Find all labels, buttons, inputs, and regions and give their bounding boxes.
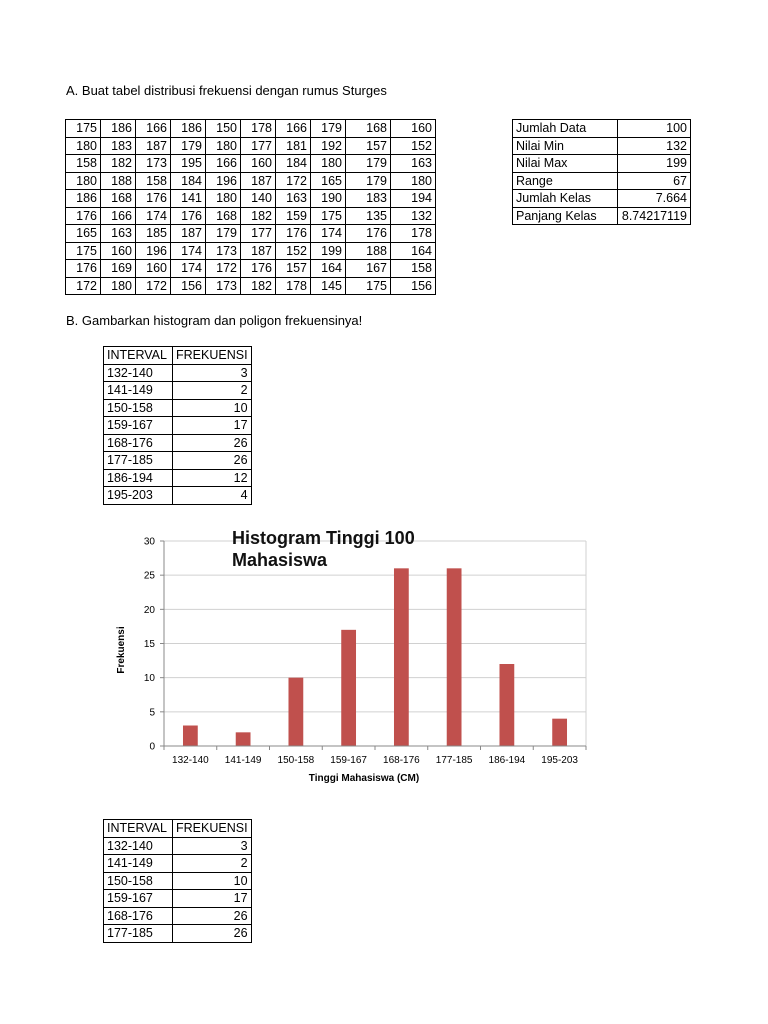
- raw-data-cell: 176: [241, 260, 276, 278]
- table-row: [513, 120, 691, 138]
- interval-cell: 177-185: [104, 925, 173, 943]
- raw-data-cell: 178: [391, 225, 436, 243]
- raw-data-cell: 179: [346, 172, 391, 190]
- raw-data-cell: 132: [391, 207, 436, 225]
- chart-axes: [144, 537, 586, 767]
- y-tick-label: 30: [143, 536, 155, 548]
- raw-data-cell: 158: [391, 260, 436, 278]
- raw-data-cell: 183: [101, 137, 136, 155]
- summary-label: Nilai Max: [513, 155, 618, 173]
- summary-value: 67: [618, 172, 691, 190]
- table-row: [66, 207, 436, 225]
- raw-data-cell: 160: [101, 242, 136, 260]
- table-header-row: [104, 820, 252, 838]
- interval-cell: 159-167: [104, 890, 173, 908]
- raw-data-cell: 158: [136, 172, 171, 190]
- raw-data-cell: 135: [346, 207, 391, 225]
- raw-data-cell: 156: [171, 277, 206, 295]
- table-row: [66, 172, 436, 190]
- raw-data-cell: 176: [66, 260, 101, 278]
- raw-data-cell: 174: [136, 207, 171, 225]
- table-row: [104, 399, 252, 417]
- column-header: INTERVAL: [104, 347, 173, 365]
- raw-data-cell: 159: [276, 207, 311, 225]
- raw-data-cell: 179: [206, 225, 241, 243]
- frequency-cell: 26: [173, 907, 252, 925]
- raw-data-cell: 173: [136, 155, 171, 173]
- frequency-cell: 26: [173, 452, 252, 470]
- raw-data-cell: 196: [206, 172, 241, 190]
- raw-data-cell: 176: [346, 225, 391, 243]
- raw-data-cell: 187: [241, 172, 276, 190]
- interval-cell: 159-167: [104, 417, 173, 435]
- interval-cell: 168-176: [104, 907, 173, 925]
- raw-data-cell: 165: [66, 225, 101, 243]
- interval-cell: 141-149: [104, 382, 173, 400]
- raw-data-cell: 172: [66, 277, 101, 295]
- histogram-bar: [447, 568, 462, 746]
- raw-data-cell: 181: [276, 137, 311, 155]
- raw-data-cell: 172: [136, 277, 171, 295]
- raw-data-cell: 166: [206, 155, 241, 173]
- table-row: [104, 872, 252, 890]
- y-tick-label: 20: [143, 604, 155, 616]
- frequency-cell: 4: [173, 487, 252, 505]
- table-row: [513, 155, 691, 173]
- frequency-cell: 17: [173, 417, 252, 435]
- raw-data-cell: 179: [346, 155, 391, 173]
- chart-bars: [183, 568, 567, 746]
- interval-cell: 141-149: [104, 855, 173, 873]
- table-row: [66, 120, 436, 138]
- frequency-cell: 10: [173, 399, 252, 417]
- raw-data-cell: 180: [391, 172, 436, 190]
- interval-cell: 150-158: [104, 399, 173, 417]
- raw-data-cell: 175: [311, 207, 346, 225]
- raw-data-cell: 177: [241, 225, 276, 243]
- x-tick-label: 168-176: [383, 755, 420, 766]
- frequency-cell: 3: [173, 837, 252, 855]
- raw-data-table: [65, 119, 436, 295]
- summary-value: 132: [618, 137, 691, 155]
- chart-title-line-2: Mahasiswa: [232, 550, 328, 570]
- raw-data-cell: 164: [391, 242, 436, 260]
- raw-data-cell: 141: [171, 190, 206, 208]
- table-header-row: [104, 347, 252, 365]
- raw-data-cell: 158: [66, 155, 101, 173]
- y-axis-label: Frekuensi: [116, 626, 127, 674]
- table-row: [66, 225, 436, 243]
- raw-data-cell: 182: [241, 277, 276, 295]
- table-row: [104, 890, 252, 908]
- table-row: [513, 190, 691, 208]
- frequency-cell: 3: [173, 364, 252, 382]
- table-row: [513, 207, 691, 225]
- histogram-chart: [110, 520, 600, 795]
- raw-data-cell: 164: [311, 260, 346, 278]
- histogram-bar: [288, 678, 303, 746]
- raw-data-cell: 199: [311, 242, 346, 260]
- histogram-bar: [236, 732, 251, 746]
- raw-data-cell: 194: [391, 190, 436, 208]
- raw-data-cell: 165: [311, 172, 346, 190]
- raw-data-cell: 187: [241, 242, 276, 260]
- raw-data-cell: 179: [311, 120, 346, 138]
- raw-data-cell: 166: [276, 120, 311, 138]
- x-tick-label: 150-158: [277, 755, 315, 766]
- raw-data-cell: 167: [346, 260, 391, 278]
- frequency-cell: 2: [173, 855, 252, 873]
- raw-data-cell: 186: [171, 120, 206, 138]
- summary-label: Nilai Min: [513, 137, 618, 155]
- raw-data-cell: 160: [391, 120, 436, 138]
- raw-data-cell: 168: [101, 190, 136, 208]
- interval-cell: 177-185: [104, 452, 173, 470]
- summary-value: 7.664: [618, 190, 691, 208]
- table-row: [104, 855, 252, 873]
- table-row: [104, 469, 252, 487]
- section-a-heading: A. Buat tabel distribusi frekuensi dengan rumus Sturges: [66, 83, 387, 98]
- summary-table: [512, 119, 691, 225]
- column-header: INTERVAL: [104, 820, 173, 838]
- raw-data-cell: 157: [276, 260, 311, 278]
- raw-data-cell: 145: [311, 277, 346, 295]
- raw-data-cell: 140: [241, 190, 276, 208]
- raw-data-cell: 180: [66, 172, 101, 190]
- y-tick-label: 0: [149, 741, 155, 753]
- table-row: [66, 155, 436, 173]
- raw-data-cell: 195: [171, 155, 206, 173]
- frequency-cell: 12: [173, 469, 252, 487]
- frequency-cell: 2: [173, 382, 252, 400]
- raw-data-cell: 174: [311, 225, 346, 243]
- raw-data-cell: 163: [391, 155, 436, 173]
- summary-label: Panjang Kelas: [513, 207, 618, 225]
- histogram-bar: [552, 719, 567, 746]
- frequency-table: [103, 346, 252, 505]
- raw-data-cell: 177: [241, 137, 276, 155]
- raw-data-cell: 178: [276, 277, 311, 295]
- raw-data-cell: 160: [241, 155, 276, 173]
- raw-data-cell: 187: [171, 225, 206, 243]
- raw-data-cell: 180: [206, 137, 241, 155]
- raw-data-cell: 183: [346, 190, 391, 208]
- raw-data-cell: 192: [311, 137, 346, 155]
- summary-value: 100: [618, 120, 691, 138]
- summary-label: Range: [513, 172, 618, 190]
- raw-data-cell: 152: [276, 242, 311, 260]
- raw-data-cell: 172: [206, 260, 241, 278]
- y-tick-label: 25: [143, 570, 155, 582]
- raw-data-cell: 175: [66, 242, 101, 260]
- raw-data-cell: 176: [136, 190, 171, 208]
- section-b-heading: B. Gambarkan histogram dan poligon frekuensinya!: [66, 313, 363, 328]
- raw-data-cell: 184: [276, 155, 311, 173]
- frequency-cell: 10: [173, 872, 252, 890]
- raw-data-cell: 176: [276, 225, 311, 243]
- x-tick-label: 177-185: [435, 755, 473, 766]
- table-row: [104, 837, 252, 855]
- table-row: [66, 277, 436, 295]
- x-tick-label: 159-167: [330, 755, 367, 766]
- raw-data-cell: 196: [136, 242, 171, 260]
- table-row: [104, 417, 252, 435]
- raw-data-cell: 182: [101, 155, 136, 173]
- y-tick-label: 15: [143, 639, 155, 650]
- raw-data-cell: 187: [136, 137, 171, 155]
- histogram-bar: [499, 664, 514, 746]
- raw-data-cell: 175: [66, 120, 101, 138]
- x-axis-label: Tinggi Mahasiswa (CM): [308, 773, 420, 784]
- raw-data-cell: 185: [136, 225, 171, 243]
- raw-data-cell: 175: [346, 277, 391, 295]
- histogram-bar: [183, 726, 198, 747]
- column-header: FREKUENSI: [173, 347, 252, 365]
- interval-cell: 186-194: [104, 469, 173, 487]
- table-row: [66, 190, 436, 208]
- table-row: [66, 260, 436, 278]
- raw-data-cell: 173: [206, 242, 241, 260]
- raw-data-cell: 163: [276, 190, 311, 208]
- raw-data-cell: 172: [276, 172, 311, 190]
- table-row: [104, 382, 252, 400]
- x-tick-label: 195-203: [541, 755, 578, 766]
- raw-data-cell: 188: [346, 242, 391, 260]
- frequency-cell: 26: [173, 925, 252, 943]
- table-row: [104, 925, 252, 943]
- raw-data-cell: 176: [66, 207, 101, 225]
- column-header: FREKUENSI: [173, 820, 252, 838]
- raw-data-cell: 166: [101, 207, 136, 225]
- raw-data-cell: 152: [391, 137, 436, 155]
- chart-gridlines: [164, 541, 586, 746]
- raw-data-cell: 186: [101, 120, 136, 138]
- table-row: [513, 172, 691, 190]
- raw-data-cell: 184: [171, 172, 206, 190]
- interval-cell: 132-140: [104, 837, 173, 855]
- table-row: [104, 452, 252, 470]
- table-row: [104, 364, 252, 382]
- raw-data-cell: 173: [206, 277, 241, 295]
- interval-cell: 132-140: [104, 364, 173, 382]
- raw-data-cell: 157: [346, 137, 391, 155]
- frequency-cell: 17: [173, 890, 252, 908]
- raw-data-cell: 166: [136, 120, 171, 138]
- summary-value: 8.74217119: [618, 207, 691, 225]
- histogram-bar: [394, 568, 409, 746]
- table-row: [104, 434, 252, 452]
- raw-data-cell: 176: [171, 207, 206, 225]
- summary-label: Jumlah Data: [513, 120, 618, 138]
- table-row: [104, 907, 252, 925]
- raw-data-cell: 174: [171, 260, 206, 278]
- frequency-table-2: [103, 819, 252, 943]
- x-tick-label: 186-194: [488, 755, 526, 766]
- raw-data-cell: 180: [311, 155, 346, 173]
- table-row: [513, 137, 691, 155]
- histogram-bar: [341, 630, 356, 746]
- raw-data-cell: 168: [206, 207, 241, 225]
- raw-data-cell: 180: [206, 190, 241, 208]
- frequency-cell: 26: [173, 434, 252, 452]
- y-tick-label: 5: [149, 707, 155, 719]
- interval-cell: 150-158: [104, 872, 173, 890]
- interval-cell: 168-176: [104, 434, 173, 452]
- raw-data-cell: 156: [391, 277, 436, 295]
- raw-data-cell: 180: [66, 137, 101, 155]
- raw-data-cell: 180: [101, 277, 136, 295]
- table-row: [104, 487, 252, 505]
- x-tick-label: 132-140: [172, 755, 209, 766]
- raw-data-cell: 169: [101, 260, 136, 278]
- x-tick-label: 141-149: [224, 755, 262, 766]
- raw-data-cell: 186: [66, 190, 101, 208]
- raw-data-cell: 178: [241, 120, 276, 138]
- table-row: [66, 242, 436, 260]
- chart-title: Histogram Tinggi 100: [232, 528, 415, 548]
- y-tick-label: 10: [143, 673, 155, 685]
- interval-cell: 195-203: [104, 487, 173, 505]
- raw-data-cell: 188: [101, 172, 136, 190]
- summary-value: 199: [618, 155, 691, 173]
- raw-data-cell: 182: [241, 207, 276, 225]
- raw-data-cell: 163: [101, 225, 136, 243]
- summary-label: Jumlah Kelas: [513, 190, 618, 208]
- raw-data-cell: 190: [311, 190, 346, 208]
- raw-data-cell: 160: [136, 260, 171, 278]
- raw-data-cell: 179: [171, 137, 206, 155]
- table-row: [66, 137, 436, 155]
- raw-data-cell: 168: [346, 120, 391, 138]
- raw-data-cell: 150: [206, 120, 241, 138]
- raw-data-cell: 174: [171, 242, 206, 260]
